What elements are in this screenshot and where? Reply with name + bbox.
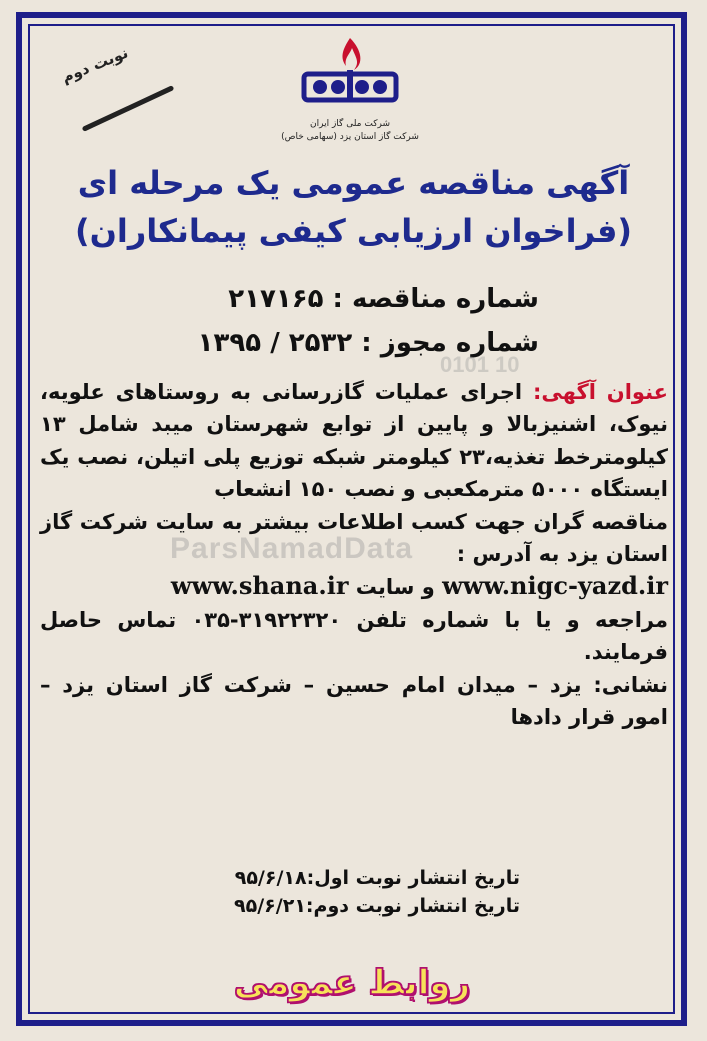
- subject-text: اجرای عملیات گازرسانی به روستاهای علویه، نیوک، اشنیزبالا و پایین از توابع شهرستان میبد شامل ۱۳ کیلومترخط تغذیه،۲۳ کیلومتر شبکه توزیع پلی اتیلن، نصب یک ایستگاه ۵۰۰۰ مترمکعبی و نصب ۱۵۰ انشعاب: [40, 380, 669, 502]
- second-publication-date: تاریخ انتشار نوبت دوم:۹۵/۶/۲۱: [234, 895, 520, 917]
- website-url-nigc: www.nigc-yazd.ir: [442, 571, 668, 601]
- logo-caption-line2: شرکت گاز استان یزد (سهامی خاص): [281, 132, 419, 142]
- logo-caption: [260, 118, 440, 144]
- info-text: مناقصه گران جهت کسب اطلاعات بیشتر به سایت شرکت گاز استان یزد به آدرس :: [40, 509, 668, 567]
- subject-paragraph: [40, 376, 668, 506]
- and-site-text: و سایت: [348, 575, 443, 600]
- public-relations-signature: روابط عمومی: [233, 963, 471, 1003]
- phone-text: مراجعه و یا با شماره تلفن ۳۱۹۲۲۳۲۰-۰۳۵ تماس حاصل فرمایند.: [40, 607, 668, 665]
- nigc-logo-icon: [290, 34, 410, 114]
- urls-paragraph: [40, 570, 668, 603]
- logo-caption-line1: شرکت ملی گاز ایران: [310, 119, 390, 129]
- first-publication-date: تاریخ انتشار نوبت اول:۹۵/۶/۱۸: [234, 867, 520, 889]
- round-badge: نوبت دوم: [59, 43, 131, 87]
- headline-line1: آگهی مناقصه عمومی یک مرحله ای: [77, 164, 630, 202]
- watermark-brand: ParsNamadData: [170, 532, 414, 565]
- address-paragraph: [40, 669, 668, 734]
- tender-number: شماره مناقصه : ۲۱۷۱۶۵: [228, 284, 539, 314]
- permit-number: شماره مجوز : ۲۵۳۲ / ۱۳۹۵: [197, 328, 539, 358]
- subject-label: عنوان آگهی:: [532, 380, 668, 404]
- website-url-shana: www.shana.ir: [170, 571, 349, 601]
- watermark-digits: 0101 10: [440, 352, 520, 377]
- address-text: نشانی: یزد – میدان امام حسین – شرکت گاز استان یزد – امور قرار دادها: [40, 672, 668, 730]
- publication-dates: [40, 864, 520, 920]
- phone-paragraph: [40, 604, 668, 669]
- headline-line2: (فراخوان ارزیابی کیفی پیمانکاران): [74, 212, 633, 250]
